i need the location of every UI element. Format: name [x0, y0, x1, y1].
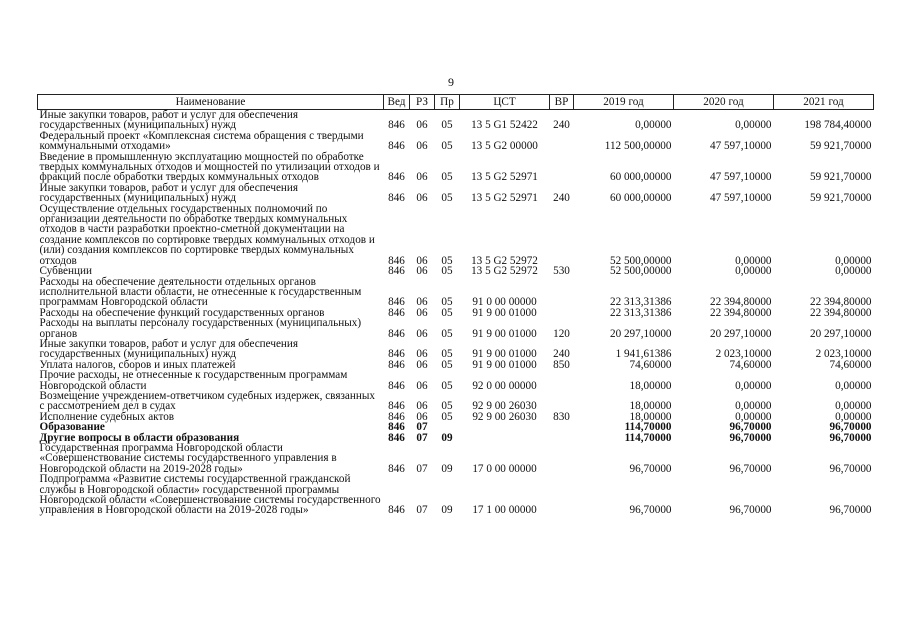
cell-name: Уплата налогов, сборов и иных платежей — [39, 358, 236, 371]
cell-rz: 06 — [416, 192, 428, 205]
cell-2021: 0,00000 — [835, 410, 872, 423]
cell-pr: 05 — [441, 140, 453, 153]
cell-pr: 05 — [441, 306, 453, 319]
cell-2019: 60 000,00000 — [609, 192, 672, 205]
header-ved: Вед — [384, 95, 410, 110]
cell-ved: 846 — [388, 462, 405, 475]
cell-cst: 91 9 00 01000 — [472, 306, 537, 319]
cell-2020: 96,70000 — [729, 462, 772, 475]
cell-2021: 0,00000 — [835, 265, 872, 278]
cell-name: Исполнение судебных актов — [39, 410, 175, 423]
cell-name: Иные закупки товаров, работ и услуг для обеспечения государственных (муниципальных) нужд — [39, 337, 299, 361]
cell-2021: 20 297,10000 — [809, 327, 872, 340]
cell-rz: 06 — [416, 410, 428, 423]
cell-name: Иные закупки товаров, работ и услуг для обеспечения государственных (муниципальных) нужд — [39, 109, 299, 132]
cell-cst — [460, 433, 550, 443]
cell-pr: 09 — [441, 462, 453, 475]
cell-2021: 198 784,40000 — [804, 119, 872, 132]
cell-name: Расходы на обеспечение функций государственных органов — [39, 306, 325, 319]
header-2020: 2020 год — [674, 95, 774, 110]
cell-2019: 74,60000 — [629, 358, 672, 371]
cell-2019: 20 297,10000 — [609, 327, 672, 340]
cell-vr — [550, 204, 574, 266]
cell-name: Субвенции — [39, 265, 92, 278]
cell-ved: 846 — [388, 306, 405, 319]
cell-vr — [550, 443, 574, 474]
cell-2019: 52 500,00000 — [609, 265, 672, 278]
cell-vr: 240 — [553, 119, 570, 132]
cell-cst: 92 0 00 00000 — [472, 379, 537, 392]
cell-cst: 13 5 G2 52972 — [471, 254, 538, 267]
table-header-row — [38, 95, 874, 110]
header-pr: Пр — [435, 95, 460, 110]
cell-cst: 91 9 00 01000 — [472, 327, 537, 340]
cell-ved: 846 — [388, 504, 405, 517]
cell-ved: 846 — [388, 400, 405, 413]
cell-2021: 22 394,80000 — [809, 306, 872, 319]
cell-ved: 846 — [388, 265, 405, 278]
cell-ved: 846 — [388, 410, 405, 423]
cell-ved: 846 — [388, 348, 405, 361]
cell-vr — [550, 474, 574, 516]
cell-ved: 846 — [388, 296, 405, 309]
cell-2021: 0,00000 — [835, 400, 872, 413]
header-cst: ЦСТ — [460, 95, 550, 110]
table-row — [38, 110, 874, 131]
cell-2020: 0,00000 — [735, 410, 772, 423]
cell-2020: 0,00000 — [735, 379, 772, 392]
table-row — [38, 204, 874, 266]
cell-cst: 92 9 00 26030 — [472, 410, 537, 423]
cell-ved: 846 — [388, 431, 405, 444]
cell-2020: 96,70000 — [729, 421, 772, 434]
cell-cst: 13 5 G1 52422 — [471, 119, 538, 132]
header-2021: 2021 год — [774, 95, 874, 110]
cell-ved: 846 — [388, 421, 405, 434]
cell-2021: 96,70000 — [829, 504, 872, 517]
cell-pr: 05 — [441, 265, 453, 278]
cell-vr: 120 — [553, 327, 570, 340]
cell-2019: 96,70000 — [629, 504, 672, 517]
cell-pr: 09 — [441, 504, 453, 517]
table-row — [38, 339, 874, 360]
cell-2019: 18,00000 — [629, 379, 672, 392]
cell-name: Прочие расходы, не отнесенные к государственным программам Новгородской области — [39, 369, 348, 392]
table-row — [38, 152, 874, 183]
cell-rz: 06 — [416, 348, 428, 361]
cell-2019: 52 500,00000 — [609, 254, 672, 267]
cell-ved: 846 — [388, 171, 405, 184]
cell-2021: 59 921,70000 — [809, 140, 872, 153]
cell-name: Расходы на обеспечение деятельности отдельных органов исполнительной власти области, не отнесенные к государственным программам Новгородской области — [39, 275, 362, 309]
cell-vr: 850 — [553, 358, 570, 371]
cell-2020: 0,00000 — [735, 119, 772, 132]
header-rz: РЗ — [410, 95, 435, 110]
cell-2019: 22 313,31386 — [609, 296, 672, 309]
cell-ved: 846 — [388, 192, 405, 205]
cell-vr: 830 — [553, 410, 570, 423]
table-row — [38, 277, 874, 308]
cell-2020: 47 597,10000 — [709, 171, 772, 184]
table-row — [38, 183, 874, 204]
cell-ved: 846 — [388, 254, 405, 267]
cell-pr: 05 — [441, 119, 453, 132]
cell-pr: 05 — [441, 171, 453, 184]
budget-table — [37, 94, 874, 516]
cell-2020: 0,00000 — [735, 400, 772, 413]
cell-name: Расходы на выплаты персоналу государственных (муниципальных) органов — [39, 317, 362, 340]
cell-pr: 05 — [441, 192, 453, 205]
cell-rz: 06 — [416, 171, 428, 184]
cell-2021: 96,70000 — [829, 462, 872, 475]
cell-2021: 59 921,70000 — [809, 192, 872, 205]
cell-2020: 22 394,80000 — [709, 306, 772, 319]
cell-cst: 91 0 00 00000 — [472, 296, 537, 309]
cell-name: Федеральный проект «Комплексная система обращения с твердыми коммунальными отходами» — [39, 129, 364, 153]
cell-cst: 91 9 00 01000 — [472, 348, 537, 361]
table-row — [38, 443, 874, 474]
cell-2021: 2 023,10000 — [815, 348, 872, 361]
cell-ved: 846 — [388, 119, 405, 132]
header-2019: 2019 год — [574, 95, 674, 110]
cell-pr: 09 — [441, 431, 453, 444]
cell-vr — [550, 370, 574, 391]
cell-name: Государственная программа Новгородской области «Совершенствование системы государственного управления в Новгородской области на 2019-2028 годы» — [39, 442, 337, 475]
cell-vr — [550, 152, 574, 183]
cell-pr: 05 — [441, 296, 453, 309]
cell-rz: 06 — [416, 400, 428, 413]
cell-vr — [550, 131, 574, 152]
cell-2019: 1 941,61386 — [615, 348, 672, 361]
cell-2019: 0,00000 — [635, 119, 672, 132]
cell-ved: 846 — [388, 379, 405, 392]
cell-2019: 18,00000 — [629, 400, 672, 413]
cell-ved: 846 — [388, 140, 405, 153]
cell-cst: 13 5 G2 00000 — [471, 140, 538, 153]
cell-cst: 17 0 00 00000 — [472, 462, 537, 475]
cell-vr: 530 — [553, 265, 570, 278]
cell-vr: 240 — [553, 348, 570, 361]
cell-2019: 114,70000 — [624, 421, 672, 434]
cell-cst: 13 5 G2 52972 — [471, 265, 538, 278]
cell-vr — [550, 308, 574, 318]
cell-name: Возмещение учреждением-ответчиком судебных издержек, связанных с рассмотрением дел в судах — [39, 389, 375, 413]
cell-2020: 0,00000 — [735, 265, 772, 278]
cell-2021: 0,00000 — [835, 254, 872, 267]
cell-rz: 07 — [416, 462, 428, 475]
cell-cst: 92 9 00 26030 — [472, 400, 537, 413]
cell-name: Осуществление отдельных государственных полномочий по организации деятельности по обработке твердых коммунальных отходов в части разработки проектно-сметной документации на создание комплексов по сортировке твердых коммунальных отходов и (или) создания комплексов по сортировке твердых коммунальных отходов — [39, 202, 375, 267]
cell-pr: 05 — [441, 358, 453, 371]
cell-2020: 47 597,10000 — [709, 140, 772, 153]
table-row — [38, 370, 874, 391]
cell-rz: 06 — [416, 140, 428, 153]
cell-2020: 20 297,10000 — [709, 327, 772, 340]
cell-rz: 06 — [416, 296, 428, 309]
cell-name: Другие вопросы в области образования — [39, 431, 240, 444]
cell-2019: 18,00000 — [629, 410, 672, 423]
cell-2019: 22 313,31386 — [609, 306, 672, 319]
table-row — [38, 131, 874, 152]
table-row — [38, 391, 874, 412]
cell-cst: 91 9 00 01000 — [472, 358, 537, 371]
cell-pr: 05 — [441, 379, 453, 392]
cell-pr: 05 — [441, 400, 453, 413]
header-vr: ВР — [550, 95, 574, 110]
table-row — [38, 474, 874, 516]
cell-vr — [550, 391, 574, 412]
table-row — [38, 318, 874, 339]
cell-2019: 96,70000 — [629, 462, 672, 475]
cell-2020: 74,60000 — [729, 358, 772, 371]
cell-rz: 06 — [416, 265, 428, 278]
cell-ved: 846 — [388, 327, 405, 340]
cell-cst: 17 1 00 00000 — [472, 504, 537, 517]
cell-2020: 22 394,80000 — [709, 296, 772, 309]
cell-2019: 112 500,00000 — [604, 140, 672, 153]
cell-pr: 05 — [441, 327, 453, 340]
cell-2020: 96,70000 — [729, 504, 772, 517]
cell-pr: 05 — [441, 410, 453, 423]
cell-rz: 06 — [416, 358, 428, 371]
cell-cst: 13 5 G2 52971 — [471, 171, 538, 184]
cell-2020: 0,00000 — [735, 254, 772, 267]
cell-rz: 06 — [416, 379, 428, 392]
cell-rz: 06 — [416, 327, 428, 340]
table-body — [38, 110, 874, 516]
table-row — [38, 266, 874, 276]
header-name: Наименование — [38, 95, 384, 110]
cell-name: Введение в промышленную эксплуатацию мощностей по обработке твердых коммунальных отходов и мощностей по утилизации отходов и фракций после обработки твердых коммунальных отходов — [39, 150, 380, 184]
cell-2020: 96,70000 — [729, 431, 772, 444]
cell-rz: 07 — [416, 504, 428, 517]
cell-2019: 114,70000 — [624, 431, 672, 444]
cell-vr — [550, 433, 574, 443]
cell-name: Иные закупки товаров, работ и услуг для обеспечения государственных (муниципальных) нужд — [39, 181, 299, 205]
cell-2021: 0,00000 — [835, 379, 872, 392]
cell-rz: 07 — [416, 421, 428, 434]
cell-ved: 846 — [388, 358, 405, 371]
cell-2021: 96,70000 — [829, 431, 872, 444]
cell-2021: 59 921,70000 — [809, 171, 872, 184]
cell-vr: 240 — [553, 192, 570, 205]
cell-rz: 07 — [416, 431, 428, 444]
cell-name: Образование — [39, 421, 105, 434]
cell-vr — [550, 277, 574, 308]
cell-name: Подпрограмма «Развитие системы государственной гражданской службы в Новгородской области» государственной программы Новгородской области «Совершенствование системы государственного управления в Новгородской области на 2019-2028 годы» — [39, 473, 381, 517]
cell-2021: 22 394,80000 — [809, 296, 872, 309]
cell-rz: 06 — [416, 119, 428, 132]
cell-cst — [460, 422, 550, 432]
cell-vr — [550, 422, 574, 432]
cell-2019: 60 000,00000 — [609, 171, 672, 184]
cell-2020: 47 597,10000 — [709, 192, 772, 205]
page-number: 9 — [448, 75, 454, 89]
cell-rz: 06 — [416, 254, 428, 267]
cell-2020: 2 023,10000 — [715, 348, 772, 361]
cell-rz: 06 — [416, 306, 428, 319]
cell-pr: 05 — [441, 254, 453, 267]
cell-2021: 74,60000 — [829, 358, 872, 371]
cell-2021: 96,70000 — [829, 421, 872, 434]
cell-pr: 05 — [441, 348, 453, 361]
cell-cst: 13 5 G2 52971 — [471, 192, 538, 205]
